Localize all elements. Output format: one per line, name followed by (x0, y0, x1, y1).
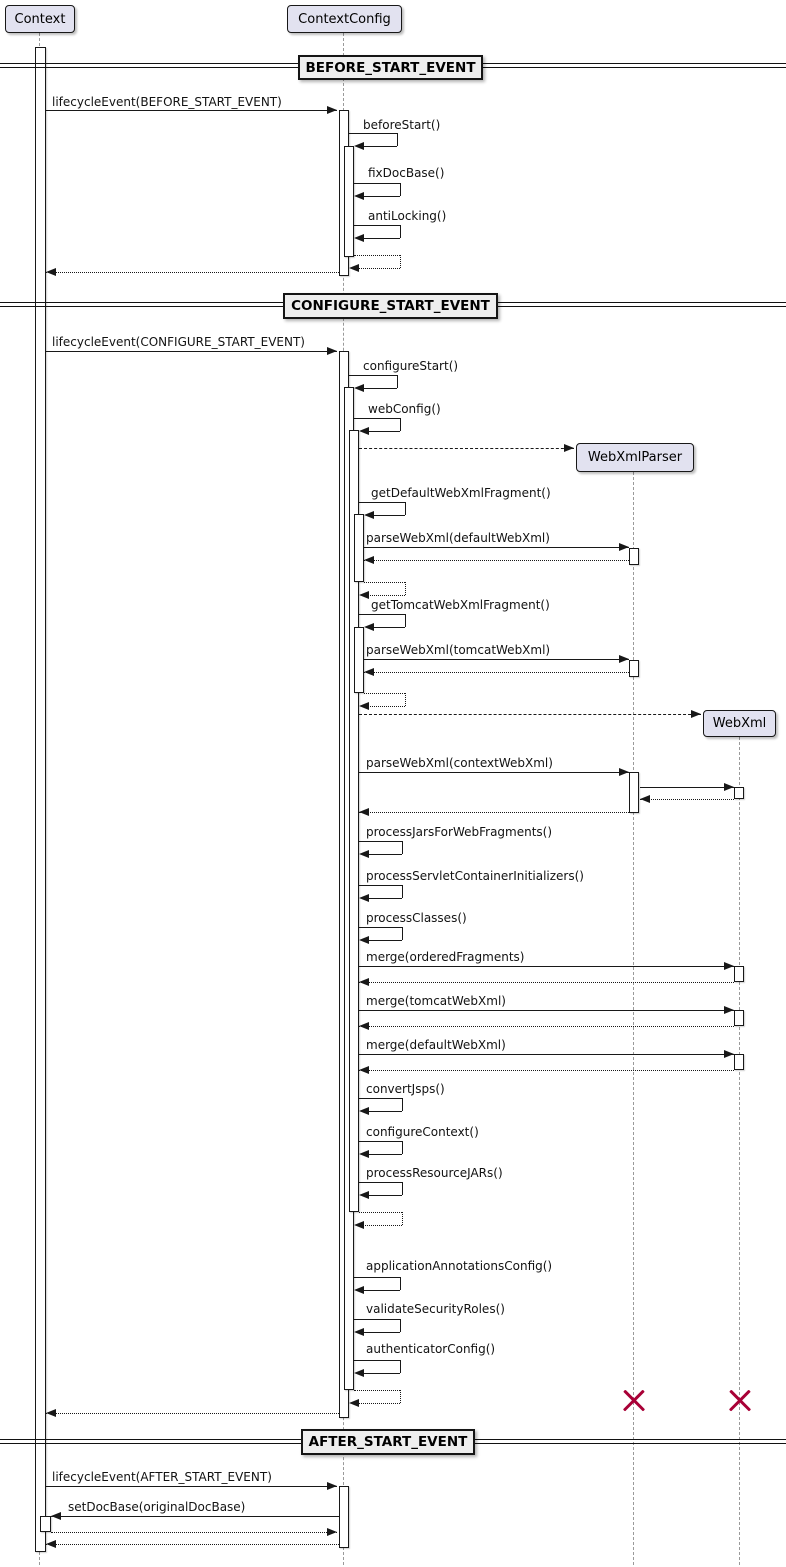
arrowhead-right-icon (564, 444, 574, 452)
message-line (359, 502, 405, 503)
message-label: processServletContainerInitializers() (366, 869, 584, 883)
arrowhead-left-icon (354, 192, 364, 200)
message-line (364, 693, 405, 694)
message-line (373, 627, 405, 628)
activation-bar-contextconfig (354, 514, 364, 582)
arrowhead-right-icon (619, 543, 629, 551)
participant-webxmlparser: WebXmlParser (576, 443, 694, 472)
arrowhead-right-icon (691, 710, 701, 718)
message-line (373, 515, 405, 516)
message-label: parseWebXml(defaultWebXml) (366, 531, 550, 545)
activation-bar-webxmlparser (629, 772, 639, 813)
arrowhead-left-icon (46, 268, 56, 276)
activation-bar-contextconfig (344, 146, 354, 257)
message-line (363, 1290, 400, 1291)
message-line (402, 1182, 403, 1195)
message-line (400, 183, 401, 196)
message-line (364, 659, 629, 660)
message-label: validateSecurityRoles() (366, 1302, 505, 1316)
arrowhead-right-icon (619, 655, 629, 663)
arrowhead-right-icon (724, 1006, 734, 1014)
message-label: authenticatorConfig() (366, 1342, 496, 1356)
activation-bar-webxmlparser (629, 548, 639, 565)
participant-contextconfig: ContextConfig (287, 5, 402, 33)
arrowhead-right-icon (327, 347, 337, 355)
message-line (368, 1154, 402, 1155)
message-label: getDefaultWebXmlFragment() (371, 486, 551, 500)
arrowhead-left-icon (354, 1221, 364, 1229)
message-label: getTomcatWebXmlFragment() (371, 598, 550, 612)
arrowhead-left-icon (359, 1107, 369, 1115)
message-line (368, 854, 402, 855)
message-line (46, 1413, 339, 1414)
message-label: merge(orderedFragments) (366, 950, 525, 964)
message-line (363, 146, 397, 147)
message-line (359, 1026, 734, 1027)
arrowhead-left-icon (349, 1399, 359, 1407)
message-line (349, 133, 397, 134)
message-line (354, 255, 400, 256)
destroy-icon (622, 1388, 646, 1412)
message-line (368, 1111, 402, 1112)
message-line (359, 982, 734, 983)
message-line (349, 375, 397, 376)
message-line (400, 418, 401, 431)
message-label: antiLocking() (368, 209, 447, 223)
message-line (405, 693, 406, 706)
message-line (51, 1532, 337, 1533)
message-line (368, 940, 402, 941)
message-line (354, 225, 400, 226)
arrowhead-left-icon (354, 384, 364, 392)
message-line (368, 1195, 402, 1196)
message-line (359, 772, 629, 773)
message-label: applicationAnnotationsConfig() (366, 1259, 553, 1273)
activation-bar-webxml (734, 787, 744, 799)
message-line (354, 1360, 400, 1361)
message-line (363, 238, 400, 239)
message-line (354, 418, 400, 419)
arrowhead-left-icon (359, 978, 369, 986)
message-line (359, 714, 701, 715)
message-line (359, 614, 405, 615)
message-line (397, 133, 398, 146)
message-line (46, 1544, 339, 1545)
activation-bar-context (40, 1516, 51, 1532)
arrowhead-left-icon (364, 511, 374, 519)
message-line (400, 225, 401, 238)
message-label: parseWebXml(tomcatWebXml) (366, 643, 551, 657)
message-line (402, 1098, 403, 1111)
message-line (46, 272, 339, 273)
message-line (359, 966, 734, 967)
message-label: parseWebXml(contextWebXml) (366, 756, 553, 770)
message-label: lifecycleEvent(BEFORE_START_EVENT) (52, 95, 282, 109)
activation-bar-webxml (734, 966, 744, 982)
arrowhead-left-icon (354, 1328, 364, 1336)
arrowhead-left-icon (364, 556, 374, 564)
message-line (368, 898, 402, 899)
message-line (368, 706, 405, 707)
message-line (640, 799, 734, 800)
message-line (402, 927, 403, 940)
arrowhead-right-icon (327, 106, 337, 114)
arrowhead-left-icon (359, 1066, 369, 1074)
message-label: configureContext() (366, 1125, 479, 1139)
message-line (354, 1319, 400, 1320)
arrowhead-left-icon (46, 1540, 56, 1548)
participant-webxml: WebXml (703, 710, 776, 737)
destroy-icon (728, 1388, 752, 1412)
message-label: configureStart() (363, 359, 459, 373)
message-line (364, 547, 629, 548)
message-line (363, 1332, 400, 1333)
message-label: processResourceJARs() (366, 1166, 503, 1180)
message-label: beforeStart() (363, 118, 441, 132)
arrowhead-left-icon (359, 894, 369, 902)
message-line (363, 1225, 402, 1226)
message-line (364, 672, 629, 673)
arrowhead-left-icon (359, 591, 369, 599)
message-label: convertJsps() (366, 1082, 445, 1096)
message-line (46, 1486, 337, 1487)
message-line (359, 841, 402, 842)
message-line (402, 1141, 403, 1154)
activation-bar-contextconfig (354, 627, 364, 693)
activation-bar-webxmlparser (629, 660, 639, 677)
arrowhead-right-icon (619, 768, 629, 776)
arrowhead-left-icon (354, 142, 364, 150)
message-line (359, 1098, 402, 1099)
message-label: merge(tomcatWebXml) (366, 994, 506, 1008)
arrowhead-right-icon (327, 1528, 337, 1536)
arrowhead-right-icon (327, 1482, 337, 1490)
message-line (405, 502, 406, 515)
message-line (354, 1390, 400, 1391)
arrowhead-left-icon (364, 668, 374, 676)
message-line (400, 1319, 401, 1332)
arrowhead-left-icon (354, 1286, 364, 1294)
message-line (400, 1390, 401, 1403)
arrowhead-right-icon (724, 783, 734, 791)
arrowhead-left-icon (359, 1150, 369, 1158)
divider-box: AFTER_START_EVENT (301, 1429, 475, 1455)
message-label: merge(defaultWebXml) (366, 1038, 506, 1052)
arrowhead-left-icon (359, 808, 369, 816)
message-line (640, 787, 734, 788)
message-line (400, 255, 401, 268)
message-line (364, 582, 405, 583)
activation-bar-context (35, 47, 46, 1552)
message-label: lifecycleEvent(CONFIGURE_START_EVENT) (52, 335, 305, 349)
message-label: processClasses() (366, 911, 467, 925)
arrowhead-right-icon (724, 1050, 734, 1058)
message-line (359, 1070, 734, 1071)
message-label: processJarsForWebFragments() (366, 825, 553, 839)
message-label: lifecycleEvent(AFTER_START_EVENT) (52, 1470, 272, 1484)
activation-bar-webxml (734, 1010, 744, 1026)
message-line (364, 560, 629, 561)
message-line (400, 1277, 401, 1290)
message-line (397, 375, 398, 388)
message-line (405, 614, 406, 627)
message-line (359, 1141, 402, 1142)
message-line (359, 1182, 402, 1183)
message-line (359, 1054, 734, 1055)
arrowhead-left-icon (349, 264, 359, 272)
message-line (359, 1010, 734, 1011)
arrowhead-left-icon (359, 936, 369, 944)
participant-context: Context (5, 5, 75, 33)
arrowhead-left-icon (359, 1191, 369, 1199)
arrowhead-left-icon (640, 795, 650, 803)
message-line (359, 1212, 402, 1213)
message-line (46, 351, 337, 352)
message-line (363, 388, 397, 389)
arrowhead-left-icon (359, 850, 369, 858)
divider-box: BEFORE_START_EVENT (298, 55, 483, 80)
message-line (358, 1403, 400, 1404)
message-line (368, 595, 405, 596)
arrowhead-left-icon (354, 1369, 364, 1377)
message-line (368, 431, 400, 432)
arrowhead-left-icon (354, 234, 364, 242)
message-line (402, 1212, 403, 1225)
activation-bar-contextconfig (339, 1486, 349, 1548)
message-line (400, 1360, 401, 1373)
arrowhead-left-icon (359, 702, 369, 710)
arrowhead-left-icon (359, 427, 369, 435)
message-line (359, 448, 574, 449)
arrowhead-left-icon (364, 623, 374, 631)
message-line (402, 841, 403, 854)
arrowhead-left-icon (359, 1022, 369, 1030)
message-line (402, 885, 403, 898)
divider-box: CONFIGURE_START_EVENT (283, 293, 498, 319)
arrowhead-left-icon (51, 1512, 61, 1520)
message-label: fixDocBase() (368, 166, 445, 180)
message-line (51, 1516, 339, 1517)
arrowhead-right-icon (724, 962, 734, 970)
message-line (363, 1373, 400, 1374)
message-line (405, 582, 406, 595)
message-line (359, 885, 402, 886)
activation-bar-webxml (734, 1054, 744, 1070)
message-line (358, 268, 400, 269)
arrowhead-left-icon (46, 1409, 56, 1417)
message-line (363, 196, 400, 197)
message-line (359, 812, 629, 813)
message-line (359, 927, 402, 928)
message-line (354, 1277, 400, 1278)
message-line (46, 110, 337, 111)
message-line (354, 183, 400, 184)
message-label: webConfig() (368, 402, 441, 416)
message-label: setDocBase(originalDocBase) (68, 1500, 246, 1514)
